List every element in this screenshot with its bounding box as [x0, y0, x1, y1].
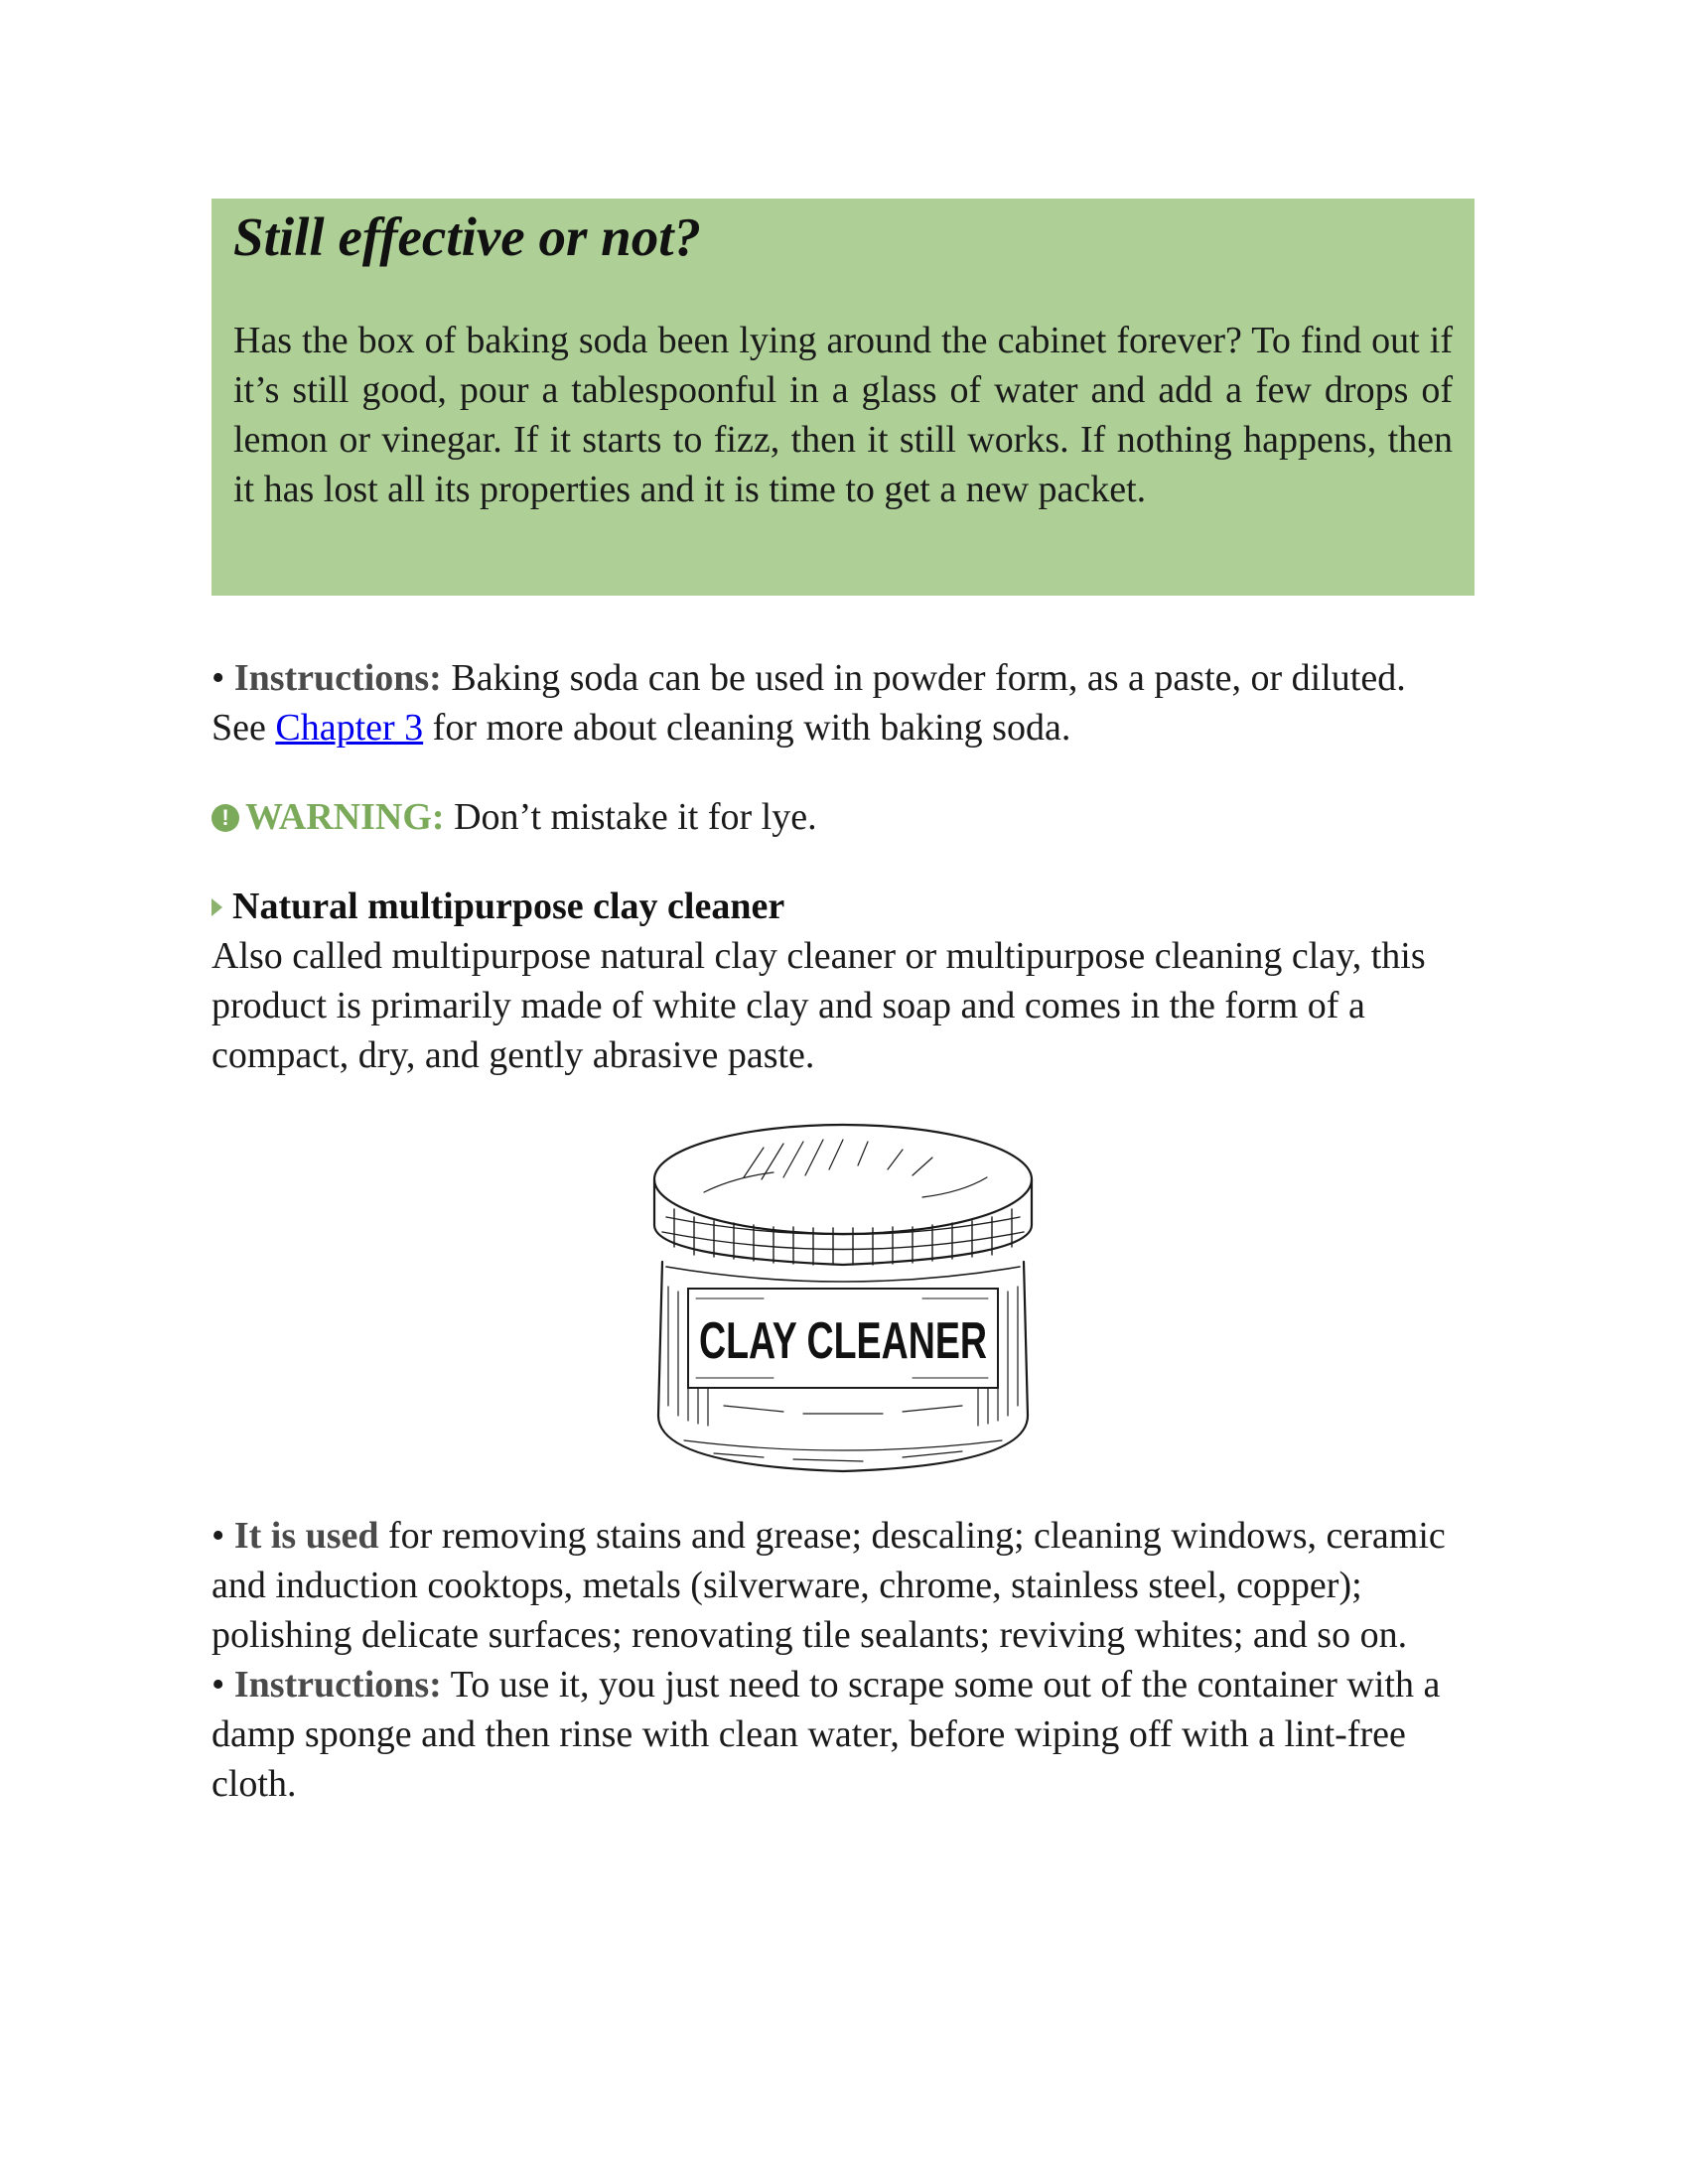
warning-label: WARNING: [245, 796, 445, 838]
triangle-bullet-icon [211, 898, 222, 916]
clay-cleaner-uses [211, 1511, 1475, 1660]
warning-line [211, 792, 1475, 842]
used-label: It is used [233, 1515, 379, 1557]
exclamation-circle-icon: ! [211, 804, 239, 832]
bullet: • [211, 1515, 234, 1557]
instructions-text: Baking soda can be used in powder form, as a paste, or diluted. [441, 657, 1406, 699]
jar-label-text: CLAY CLEANER [699, 1312, 987, 1370]
page-content [211, 199, 1475, 1809]
warning-text: Don’t mistake it for lye. [444, 796, 817, 838]
chapter-3-link[interactable]: Chapter 3 [275, 707, 424, 749]
clay-cleaner-jar-illustration [644, 1118, 1042, 1475]
tip-box-body: Has the box of baking soda been lying around the cabinet forever? To find out if it’s still good, pour a tablespoonful in a glass of water and add a few drops of lemon or vinegar. If it starts to fizz, then it still works. If nothing happens, then it has lost all its properties and it is time to get a new packet. [233, 320, 1453, 510]
bullet: • [211, 1664, 234, 1706]
clay-cleaner-description: Also called multipurpose natural clay cleaner or multipurpose cleaning clay, this product is primarily made of white clay and soap and comes in the form of a compact, dry, and gently abrasive paste. [211, 935, 1426, 1076]
clay-cleaner-instructions [211, 1660, 1475, 1809]
used-text: for removing stains and grease; descaling; cleaning windows, ceramic and induction cooktops, metals (silverware, chrome, stainless steel, copper); polishing delicate surfaces; renovating tile sealants; reviving whites; and so on. [211, 1515, 1446, 1656]
clay-cleaner-heading [211, 882, 1475, 931]
chapter-reference [211, 703, 1475, 752]
clay-cleaner-heading-text: Natural multipurpose clay cleaner [232, 886, 785, 927]
baking-soda-instructions [211, 653, 1475, 703]
instructions-label: Instructions: [233, 657, 442, 699]
tip-box [211, 199, 1475, 596]
bullet: • [211, 657, 234, 699]
see-suffix: for more about cleaning with baking soda. [423, 707, 1071, 749]
tip-box-title: Still effective or not? [233, 206, 701, 267]
clay-instructions-text: To use it, you just need to scrape some out of the container with a damp sponge and then rinse with clean water, before wiping off with a lint-free cloth. [211, 1664, 1441, 1805]
see-prefix: See [211, 707, 276, 749]
clay-instructions-label: Instructions: [233, 1664, 442, 1706]
